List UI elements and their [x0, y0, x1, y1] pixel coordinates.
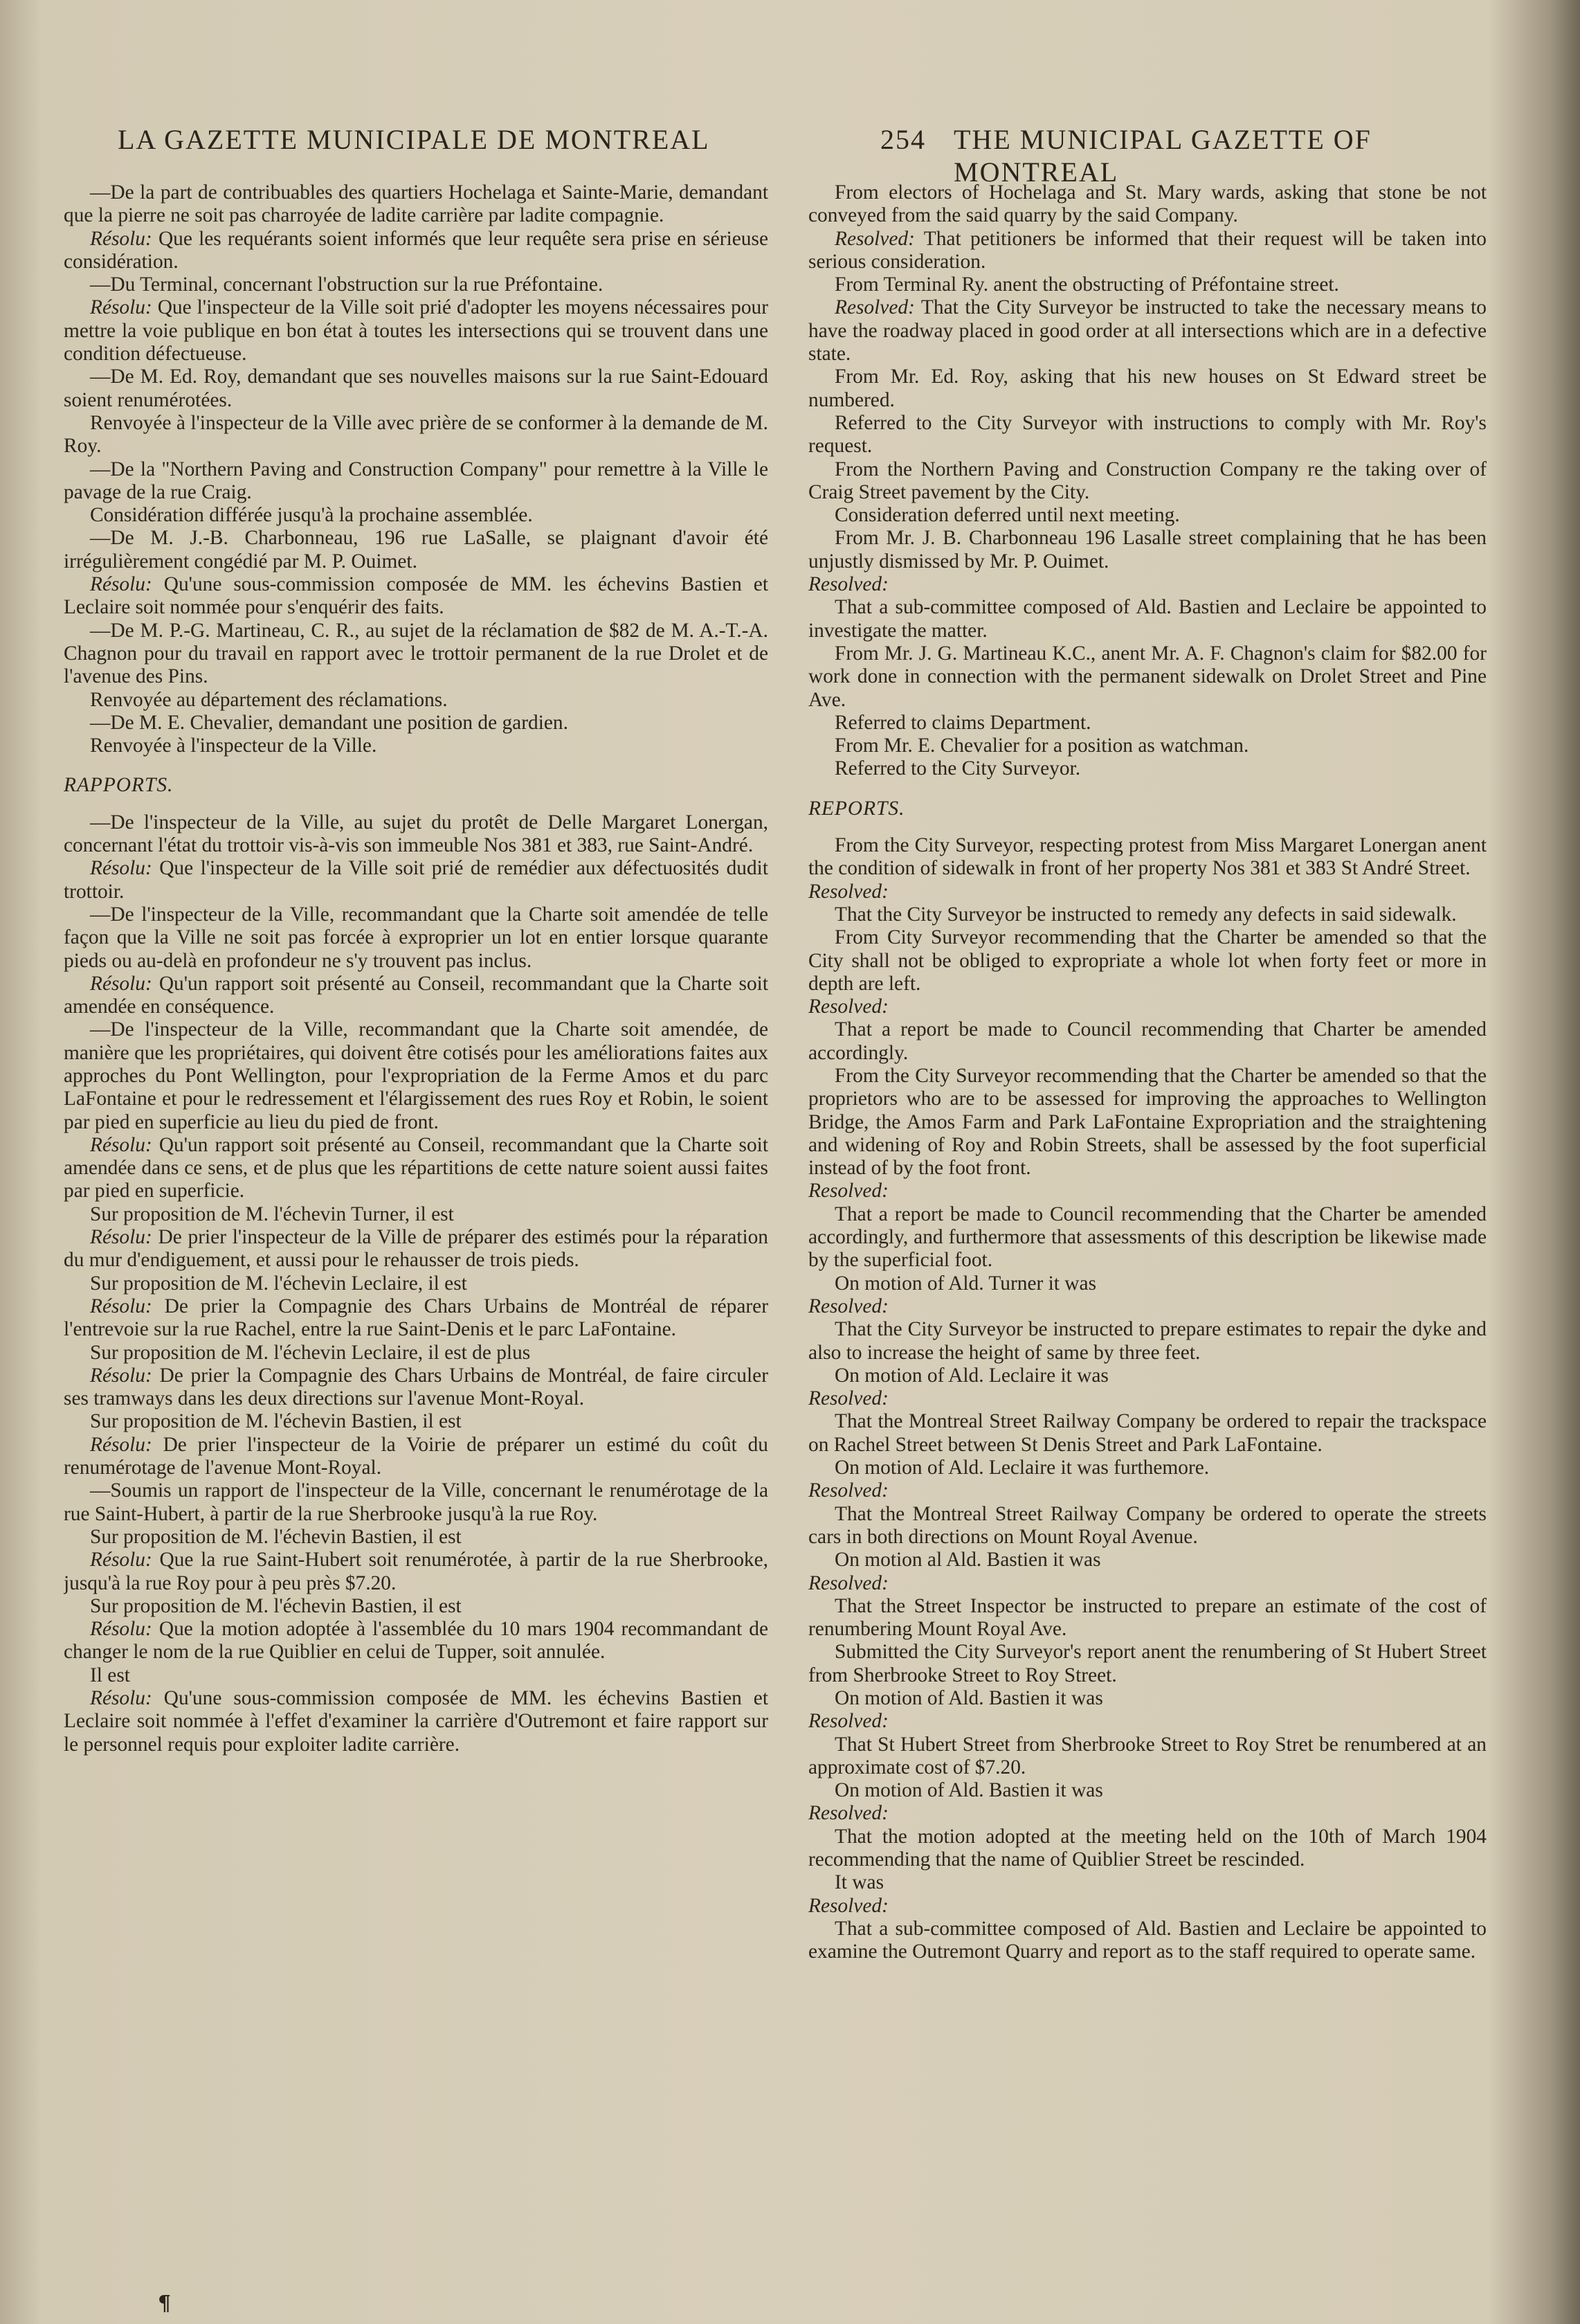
en-paragraph — [808, 926, 1487, 996]
fr-paragraph — [64, 735, 768, 757]
fr-paragraph — [64, 1664, 768, 1687]
en-paragraph — [808, 1457, 1487, 1479]
en-paragraph — [808, 1295, 1487, 1318]
en-paragraph — [808, 1895, 1487, 1918]
fr-resolution-label: Résolu: — [90, 1549, 152, 1571]
en-paragraph-text: From the City Surveyor, respecting protest from Miss Margaret Lonergan anent the condition of sidewalk in front of her property Nos 381 et 383 St André Street. — [808, 834, 1487, 880]
fr-paragraph-text: Il est — [90, 1664, 130, 1686]
fr-resolution-label: Résolu: — [90, 1364, 152, 1387]
fr-paragraph-text: Renvoyée au département des réclamations. — [90, 688, 448, 711]
fr-paragraph-text: Sur proposition de M. l'échevin Leclaire, il est — [90, 1272, 467, 1295]
en-paragraph — [808, 181, 1487, 228]
fr-paragraph-text: Qu'une sous-commission composée de MM. les échevins Bastien et Leclaire soit nommée pour s'enquérir des faits. — [64, 573, 768, 619]
en-paragraph — [808, 1387, 1487, 1410]
fr-paragraph — [64, 903, 768, 973]
fr-paragraph — [64, 273, 768, 296]
fr-paragraph — [64, 1479, 768, 1526]
fr-paragraph — [64, 620, 768, 689]
fr-paragraph-text: —De M. E. Chevalier, demandant une position de gardien. — [90, 711, 568, 734]
fr-paragraph — [64, 573, 768, 620]
fr-paragraph-text: —Soumis un rapport de l'inspecteur de la Ville, concernant le renumérotage de la rue Saint-Hubert, à partir de la rue Sherbrooke jusqu'à la rue Roy. — [64, 1479, 768, 1525]
fr-paragraph — [64, 527, 768, 573]
fr-paragraph-text: Renvoyée à l'inspecteur de la Ville. — [90, 735, 377, 757]
en-paragraph-text: Referred to claims Department. — [835, 711, 1091, 734]
en-paragraph — [808, 834, 1487, 881]
en-paragraph-text: From Mr. E. Chevalier for a position as watchman. — [835, 735, 1249, 757]
fr-resolution-label: Résolu: — [90, 1133, 152, 1156]
en-paragraph-text: That the Montreal Street Railway Company be ordered to operate the streets cars in both directions on Mount Royal Avenue. — [808, 1502, 1487, 1548]
en-paragraph-text: That a sub-committee composed of Ald. Bastien and Leclaire be appointed to investigate the matter. — [808, 596, 1487, 642]
en-paragraph — [808, 273, 1487, 296]
fr-paragraph — [64, 458, 768, 505]
en-paragraph-text: On motion al Ald. Bastien it was — [835, 1549, 1101, 1571]
fr-paragraph — [64, 228, 768, 274]
fr-paragraph — [64, 1618, 768, 1664]
en-paragraph — [808, 1595, 1487, 1641]
en-paragraph — [808, 1826, 1487, 1872]
en-paragraph — [808, 1733, 1487, 1780]
en-paragraph — [808, 504, 1487, 527]
fr-paragraph-text: —De M. P.-G. Martineau, C. R., au sujet de la réclamation de $82 de M. A.-T.-A. Chagnon pour du travail en rapport avec le trottoir permanent de la rue Drolet et de l'avenue des Pins. — [64, 619, 768, 688]
en-paragraph-text: That the Street Inspector be instructed to prepare an estimate of the cost of renumbering Mount Royal Ave. — [808, 1594, 1487, 1641]
fr-paragraph — [64, 296, 768, 366]
fr-paragraph-text: —De M. J.-B. Charbonneau, 196 rue LaSalle, se plaignant d'avoir été irrégulièrement congédié par M. P. Ouimet. — [64, 527, 768, 573]
en-paragraph — [808, 1203, 1487, 1272]
en-resolution-label: Resolved: — [808, 880, 889, 903]
en-paragraph-text: That petitioners be informed that their request will be taken into serious consideration. — [808, 227, 1487, 273]
en-paragraph — [808, 996, 1487, 1018]
en-resolution-label: Resolved: — [835, 296, 915, 319]
fr-paragraph — [64, 811, 768, 858]
en-paragraph-text: From the City Surveyor recommending that the Charter be amended so that the proprietors who are to be assessed for improving the approaches to Wellington Bridge, the Amos Farm and Park LaFontaine Expropriation and the straightening and widening of Roy and Robin Streets, shall be assessed by the foot superficial instead of by the foot front. — [808, 1064, 1487, 1180]
fr-paragraph — [64, 1595, 768, 1618]
en-paragraph — [808, 903, 1487, 926]
en-paragraph — [808, 1364, 1487, 1387]
en-paragraph-text: From the Northern Paving and Construction Company re the taking over of Craig Street pavement by the City. — [808, 458, 1487, 503]
fr-paragraph-text: Qu'un rapport soit présenté au Conseil, recommandant que la Charte soit amendée dans ce sens, et de plus que les répartitions de cette nature soient aussi faites par pied en superficie. — [64, 1133, 768, 1202]
en-paragraph — [808, 1710, 1487, 1733]
en-paragraph — [808, 296, 1487, 366]
en-paragraph-text: Referred to the City Surveyor. — [835, 757, 1081, 780]
fr-paragraph — [64, 504, 768, 527]
en-paragraph — [808, 1410, 1487, 1457]
fr-paragraph-text: Sur proposition de M. l'échevin Bastien, il est — [90, 1525, 462, 1548]
fr-paragraph — [64, 857, 768, 903]
en-paragraph — [808, 412, 1487, 458]
fr-paragraph-text: —Du Terminal, concernant l'obstruction sur la rue Préfontaine. — [90, 273, 603, 296]
fr-paragraph-text: Qu'une sous-commission composée de MM. les échevins Bastien et Leclaire soit nommée à l'effet d'examiner la carrière d'Outremont et faire rapport sur le personnel requis pour exploiter ladite carrière. — [64, 1687, 768, 1756]
fr-paragraph — [64, 1203, 768, 1226]
fr-paragraph-text: De prier l'inspecteur de la Voirie de préparer un estimé du coût du renumérotage de l'avenue Mont-Royal. — [64, 1433, 768, 1479]
en-paragraph-text: That St Hubert Street from Sherbrooke Street to Roy Stret be renumbered at an approximate cost of $7.20. — [808, 1733, 1487, 1778]
fr-paragraph — [64, 366, 768, 412]
en-resolution-label: Resolved: — [808, 1295, 889, 1317]
fr-paragraph — [64, 181, 768, 228]
fr-paragraph — [64, 1226, 768, 1272]
en-paragraph-text: Submitted the City Surveyor's report anent the renumbering of St Hubert Street from Sherbrooke Street to Roy Street. — [808, 1641, 1487, 1686]
en-paragraph — [808, 527, 1487, 573]
fr-paragraph-text: —De l'inspecteur de la Ville, recommandant que la Charte soit amendée de telle façon que la Ville ne soit pas forcée à exproprier un lot en entier lorsque quarante pieds ou au-delà en profondeur ne s'y trouvent pas inclus. — [64, 903, 768, 972]
fr-paragraph-text: Sur proposition de M. l'échevin Bastien, il est — [90, 1594, 462, 1617]
fr-paragraph-text: Sur proposition de M. l'échevin Bastien, il est — [90, 1410, 462, 1433]
en-paragraph — [808, 596, 1487, 642]
fr-paragraph-text: Que la motion adoptée à l'assemblée du 10 mars 1904 recommandant de changer le nom de la rue Quiblier en celui de Tupper, soit annulée. — [64, 1618, 768, 1664]
fr-paragraph-text: Qu'un rapport soit présenté au Conseil, recommandant que la Charte soit amendée en conséquence. — [64, 972, 768, 1018]
en-paragraph-text: From electors of Hochelaga and St. Mary wards, asking that stone be not conveyed from the said quarry by the said Company. — [808, 181, 1487, 227]
en-paragraph — [808, 1802, 1487, 1825]
en-paragraph — [808, 1549, 1487, 1571]
header-title-french: LA GAZETTE MUNICIPALE DE MONTREAL — [118, 124, 710, 155]
fr-paragraph — [64, 1272, 768, 1295]
fr-paragraph-text: —De l'inspecteur de la Ville, au sujet du protêt de Delle Margaret Lonergan, concernant l'état du trottoir vis-à-vis son immeuble Nos 381 et 383, rue Saint-André. — [64, 811, 768, 857]
en-paragraph — [808, 1318, 1487, 1364]
fr-paragraph-text: Sur proposition de M. l'échevin Leclaire, il est de plus — [90, 1341, 531, 1364]
en-resolution-label: Resolved: — [808, 1571, 889, 1594]
fr-resolution-label: Résolu: — [90, 972, 152, 995]
fr-paragraph-text: Que l'inspecteur de la Ville soit prié de remédier aux défectuosités dudit trottoir. — [64, 857, 768, 903]
fr-resolution-label: Résolu: — [90, 1433, 152, 1456]
en-paragraph-text: That a report be made to Council recommending that Charter be amended accordingly. — [808, 1018, 1487, 1064]
en-paragraph — [808, 1918, 1487, 1964]
en-paragraph-text: On motion of Ald. Bastien it was — [835, 1779, 1103, 1802]
en-paragraph — [808, 1180, 1487, 1202]
fr-resolution-label: Résolu: — [90, 227, 152, 250]
en-paragraph-text: On motion of Ald. Turner it was — [835, 1272, 1097, 1295]
fr-paragraph — [64, 1410, 768, 1433]
en-paragraph — [808, 366, 1487, 412]
fr-paragraph-text: Renvoyée à l'inspecteur de la Ville avec prière de se conformer à la demande de M. Roy. — [64, 411, 768, 458]
en-paragraph-text: On motion of Ald. Bastien it was — [835, 1687, 1103, 1709]
en-paragraph — [808, 642, 1487, 712]
fr-section-heading: RAPPORTS. — [64, 774, 174, 797]
en-paragraph — [808, 1871, 1487, 1894]
fr-paragraph — [64, 689, 768, 712]
fr-resolution-label: Résolu: — [90, 296, 152, 319]
fr-paragraph-text: Sur proposition de M. l'échevin Turner, il est — [90, 1202, 454, 1225]
fr-paragraph-text: —De M. Ed. Roy, demandant que ses nouvelles maisons sur la rue Saint-Edouard soient renumérotées. — [64, 366, 768, 411]
en-resolution-label: Resolved: — [808, 573, 889, 596]
en-resolution-label: Resolved: — [808, 1802, 889, 1825]
en-resolution-label: Resolved: — [808, 1710, 889, 1733]
fr-paragraph — [64, 1526, 768, 1549]
en-resolution-label: Resolved: — [808, 1180, 889, 1202]
fr-paragraph — [64, 1342, 768, 1364]
en-paragraph — [808, 1641, 1487, 1687]
fr-paragraph — [64, 1295, 768, 1342]
en-paragraph-text: That the City Surveyor be instructed to prepare estimates to repair the dyke and also to increase the height of same by three feet. — [808, 1318, 1487, 1364]
en-resolution-label: Resolved: — [808, 1387, 889, 1410]
en-paragraph — [808, 1272, 1487, 1295]
fr-paragraph — [64, 1434, 768, 1480]
fr-resolution-label: Résolu: — [90, 1618, 152, 1641]
en-paragraph — [808, 1479, 1487, 1502]
en-section-heading: REPORTS. — [808, 797, 905, 820]
fr-paragraph-text: —De la "Northern Paving and Construction Company" pour remettre à la Ville le pavage de la rue Craig. — [64, 458, 768, 503]
en-paragraph-text: That the City Surveyor be instructed to take the necessary means to have the roadway placed in good order at all intersections which are in a defective state. — [808, 296, 1487, 366]
en-paragraph-text: From Mr. Ed. Roy, asking that his new houses on St Edward street be numbered. — [808, 366, 1487, 411]
fr-paragraph — [64, 1549, 768, 1595]
fr-resolution-label: Résolu: — [90, 1226, 152, 1249]
en-paragraph-text: It was — [835, 1871, 884, 1894]
en-paragraph — [808, 712, 1487, 735]
fr-paragraph-text: De prier la Compagnie des Chars Urbains de Montréal de réparer l'entrevoie sur la rue Rachel, entre la rue Saint-Denis et le parc LaFontaine. — [64, 1295, 768, 1341]
en-paragraph — [808, 735, 1487, 757]
fr-paragraph-text: Que les requérants soient informés que leur requête sera prise en sérieuse considération. — [64, 227, 768, 273]
en-paragraph-text: On motion of Ald. Leclaire it was — [835, 1364, 1109, 1387]
header-title-english: THE MUNICIPAL GAZETTE OF MONTREAL — [954, 124, 1372, 188]
fr-paragraph-text: Que l'inspecteur de la Ville soit prié d'adopter les moyens nécessaires pour mettre la voie publique en bon état à toutes les intersections qui se trouvent dans une condition défectueuse. — [64, 296, 768, 366]
page-header — [111, 123, 1467, 188]
en-paragraph-text: On motion of Ald. Leclaire it was furthemore. — [835, 1457, 1210, 1479]
footer-mark: ¶ — [158, 2291, 172, 2316]
en-paragraph-text: Referred to the City Surveyor with instructions to comply with Mr. Roy's request. — [808, 411, 1487, 458]
en-paragraph-text: From City Surveyor recommending that the Charter be amended so that the City shall not be obliged to expropriate a whole lot when forty feet or more in depth are left. — [808, 926, 1487, 995]
fr-paragraph — [64, 412, 768, 458]
en-paragraph — [808, 757, 1487, 780]
fr-paragraph-text: —De l'inspecteur de la Ville, recommandant que la Charte soit amendée, de manière que les propriétaires, qui doivent être cotisés pour les améliorations faites aux approches du Pont Wellington, pour l'expropriation de la Ferme Amos et du parc LaFontaine et pour le redressement et l'élargissement des rues Roy et Robin, le soient par pied en superficie au lieu du pied de front. — [64, 1018, 768, 1133]
fr-resolution-label: Résolu: — [90, 857, 152, 880]
fr-paragraph — [64, 973, 768, 1019]
en-paragraph-text: That a report be made to Council recommending that the Charter be amended accordingly, and furthermore that assessments of this description be likewise made by the superficial foot. — [808, 1202, 1487, 1272]
fr-paragraph — [64, 1364, 768, 1411]
en-paragraph — [808, 1503, 1487, 1549]
en-resolution-label: Resolved: — [835, 227, 915, 250]
en-paragraph — [808, 1687, 1487, 1710]
en-resolution-label: Resolved: — [808, 996, 889, 1018]
fr-paragraph-text: Que la rue Saint-Hubert soit renumérotée, à partir de la rue Sherbrooke, jusqu'à la rue Roy pour à peu près $7.20. — [64, 1549, 768, 1594]
en-resolution-label: Resolved: — [808, 1894, 889, 1917]
en-paragraph-text: From Terminal Ry. anent the obstructing of Préfontaine street. — [835, 273, 1339, 296]
fr-paragraph — [64, 1687, 768, 1756]
en-paragraph-text: From Mr. J. B. Charbonneau 196 Lasalle street complaining that he has been unjustly dismissed by Mr. P. Ouimet. — [808, 527, 1487, 573]
en-paragraph-text: That the Montreal Street Railway Company be ordered to repair the trackspace on Rachel Street between St Denis Street and Park LaFontaine. — [808, 1410, 1487, 1456]
en-paragraph-text: From Mr. J. G. Martineau K.C., anent Mr. A. F. Chagnon's claim for $82.00 for work done in connection with the permanent sidewalk on Drolet Street and Pine Ave. — [808, 642, 1487, 711]
en-paragraph — [808, 1065, 1487, 1180]
en-paragraph — [808, 1572, 1487, 1595]
en-paragraph — [808, 1018, 1487, 1065]
en-paragraph — [808, 458, 1487, 505]
fr-paragraph-text: Considération différée jusqu'à la prochaine assemblée. — [90, 504, 533, 527]
fr-paragraph-text: —De la part de contribuables des quartiers Hochelaga et Sainte-Marie, demandant que la pierre ne soit pas charroyée de ladite carrière par ladite compagnie. — [64, 181, 768, 227]
en-paragraph-text: Consideration deferred until next meeting. — [835, 504, 1180, 527]
fr-paragraph — [64, 1018, 768, 1133]
en-paragraph — [808, 1779, 1487, 1802]
fr-paragraph — [64, 1134, 768, 1203]
fr-paragraph-text: De prier l'inspecteur de la Ville de préparer des estimés pour la réparation du mur d'endiguement, et aussi pour le rehausser de trois pieds. — [64, 1226, 768, 1272]
en-paragraph — [808, 573, 1487, 596]
en-resolution-label: Resolved: — [808, 1479, 889, 1502]
en-paragraph — [808, 881, 1487, 903]
en-paragraph-text: That the motion adopted at the meeting held on the 10th of March 1904 recommending that the name of Quiblier Street be rescinded. — [808, 1825, 1487, 1871]
fr-paragraph-text: De prier la Compagnie des Chars Urbains de Montréal, de faire circuler ses tramways dans les deux directions sur l'avenue Mont-Royal. — [64, 1364, 768, 1410]
fr-resolution-label: Résolu: — [90, 1295, 152, 1317]
english-column — [808, 181, 1487, 2286]
fr-paragraph — [64, 712, 768, 735]
en-paragraph-text: That a sub-committee composed of Ald. Bastien and Leclaire be appointed to examine the Outremont Quarry and report as to the staff required to operate same. — [808, 1917, 1487, 1963]
fr-resolution-label: Résolu: — [90, 573, 152, 596]
en-paragraph-text: That the City Surveyor be instructed to remedy any defects in said sidewalk. — [835, 903, 1457, 926]
en-paragraph — [808, 228, 1487, 274]
fr-resolution-label: Résolu: — [90, 1687, 152, 1709]
page-number: 254 — [880, 124, 926, 155]
french-column — [64, 181, 768, 2286]
